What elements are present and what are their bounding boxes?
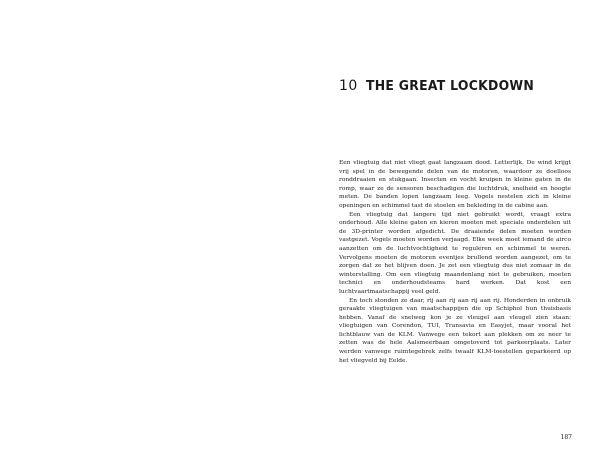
paragraph-1: Een vliegtuig dat niet vliegt gaat langzaam dood. Letterlijk. De wind krijgt vrij spel in de bewegende delen van de motoren, waardoor ze doelloos ronddraaien en stukgaan. Insecten en vocht kruipen in kleine gaten in de romp, waar ze de sensoren beschadigen die luchtdruk, snelheid en hoogte meten. De banden lopen langzaam leeg. Vogels nestelen zich in kleine openingen en schimmel tast de stoelen en bekleding in de cabine aan.: [339, 160, 571, 209]
paragraph-3: En toch stonden ze daar, rij aan rij aan rij aan rij. Honderden in onbruik geraakte vliegtuigen van maatschappijen die op Schiphol hun thuisbasis hebben. Vanaf de snelweg kon je ze vleugel aan vleugel zien staan: vliegtuigen van Corendon, TUI, Transavia en Easyjet, maar vooral het lichtblauw van de KLM. Vanwege een tekort aan plekken om ze neer te zetten was de hele Aalsmeerbaan omgetoverd tot parkeerplaats. Later werden vanwege ruimtegebrek zelfs twaalf KLM-toestellen geparkeerd op het vliegveld bij Eelde.: [339, 297, 571, 364]
paragraph-2: Een vliegtuig dat langere tijd niet gebruikt wordt, vraagt extra onderhoud. Alle kleine gaten en kieren moeten met speciale onderdelen uit de 3D-printer worden afgedicht. De draaiende delen moeten worden vastgezet. Vogels moeten worden verjaagd. Elke week moet iemand de airco aanzetten om de luchtvochtigheid te reguleren en schimmel te weren. Vervolgens moeten de motoren eventjes brullend worden aangezet, om te zorgen dat ze het blijven doen. Je zet een vliegtuig dus niet zomaar in de winterstalling. Om een vliegtuig maandenlang niet te gebruiken, moeten technici en onderhoudsteams hard werken. Dat kost een luchtvaartmaatschappij veel geld.: [339, 211, 571, 295]
chapter-title: THE GREAT LOCKDOWN: [365, 78, 534, 94]
page-number: 187: [560, 434, 572, 441]
chapter-body-text: [339, 159, 571, 365]
chapter-number: 10: [339, 78, 358, 94]
chapter-heading: [339, 78, 549, 94]
